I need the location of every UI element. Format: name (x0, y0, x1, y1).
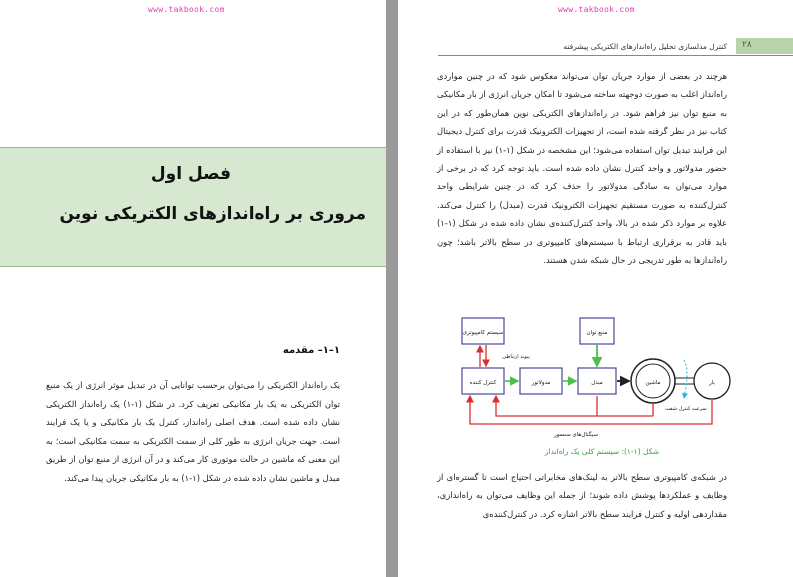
sensor-signals-label: سیگنال‌های سنسور (554, 432, 598, 438)
left-body-text (46, 376, 340, 488)
chapter-title-band (0, 147, 386, 267)
speed-sensor-label: سرعت کنترل شفت (665, 406, 707, 412)
chapter-title: مروری بر راه‌اندازهای الکتریکی نوین (59, 204, 366, 224)
figure-caption: شکل (۱-۱): سیستم کلی یک راه‌انداز (544, 447, 660, 456)
left-page (0, 0, 386, 577)
machine-label: ماشین (645, 380, 661, 386)
load-label: بار (709, 380, 715, 386)
power-source-label: منبع توان (586, 330, 608, 336)
chapter-number: فصل اول (150, 164, 231, 184)
watermark-right: www.takbook.com (558, 5, 635, 14)
paragraph-2: در شبکه‌ی کامپیوتری سطح بالاتر به لینک‌های مخابراتی احتیاج است تا گستره‌ای از وظایف و عملکردها پوشش داده شوند؛ از جمله این وظایف می‌توان به راه‌اندازی، مقداردهی اولیه و کنترل فرایند سطح بالاتر اشاره کرد. در کنترل‌کننده‌ی (437, 472, 727, 519)
speed-sensor-arrow (684, 360, 687, 398)
right-body-text-2 (437, 468, 727, 523)
drive-system-figure (458, 312, 746, 456)
page-number: ۲۸ (742, 40, 752, 50)
sensor-feedback-line-2 (496, 396, 597, 416)
running-head: کنترل مدلسازی تحلیل راه‌اندازهای الکتریکی پیشرفته (563, 42, 727, 51)
watermark-left: www.takbook.com (148, 5, 225, 14)
converter-label: مبدل (591, 380, 603, 386)
right-page (398, 0, 793, 577)
drive-diagram (458, 312, 746, 444)
right-body-text (437, 67, 727, 269)
header-rule (438, 55, 793, 56)
section-heading: ۱–۱– مقدمه (282, 345, 340, 356)
intro-paragraph: یک راه‌انداز الکتریکی را می‌توان برحسب توانایی آن در تبدیل موثر انرژی از یک منبع توان الکتریکی به یک بار مکانیکی تعریف کرد. در شکل (۱-۱) یک راه‌انداز الکتریکی نشان داده شده است. هدف اصلی راه‌انداز، کنترل یک بار مکانیکی و یا یک فرایند است. جهت جریان انرژی به طور کلی از سمت الکتریکی به سمت مکانیکی است؛ به این معنی که ماشین در حالت موتوری کار می‌کند و در آن انرژی از منبع توان از طریق مبدل و ماشین نشان داده شده در شکل (۱-۱) به بار مکانیکی جریان پیدا می‌کند. (46, 380, 340, 483)
paragraph-1: هرچند در بعضی از موارد جریان توان می‌تواند معکوس شود که در چنین مواردی راه‌انداز اغلب به صورت دوجهته ساخته می‌شود تا امکان جریان انرژی از بار مکانیکی به منبع توان نیز فراهم شود. در راه‌اندازهای الکتریکی نوین همان‌طور که در این کتاب نیز در نظر گرفته شده است، از تجهیزات الکترونیک قدرت برای کنترل دیجیتال این فرایند تبدیل توان استفاده می‌شود؛ این مشخصه در شکل (۱-۱) نیز با استفاده از حضور مدولاتور و واحد کنترل نشان داده شده است. باید توجه کرد که در برخی از موارد می‌توان به سادگی مدولاتور را حذف کرد که در چنین شرایطی واحد کنترل‌کننده به صورت مستقیم تجهیزات الکترونیک قدرت (مبدل) را کنترل می‌کند. علاوه بر موارد ذکر شده در بالا، واحد کنترل‌کننده‌ی نشان داده شده در شکل (۱-۱) باید قادر به برقراری ارتباط با سیستم‌های کامپیوتری در سطح بالاتر باشد؛ چون راه‌اندازها به طور تدریجی در حال شبکه شدن هستند. (437, 71, 727, 266)
controller-label: کنترل کننده (469, 380, 497, 386)
comm-link-label: پیوند ارتباطی (502, 354, 530, 360)
modulator-label: مدولاتور (531, 380, 551, 386)
computer-system-label: سیستم کامپیوتری (462, 330, 504, 336)
